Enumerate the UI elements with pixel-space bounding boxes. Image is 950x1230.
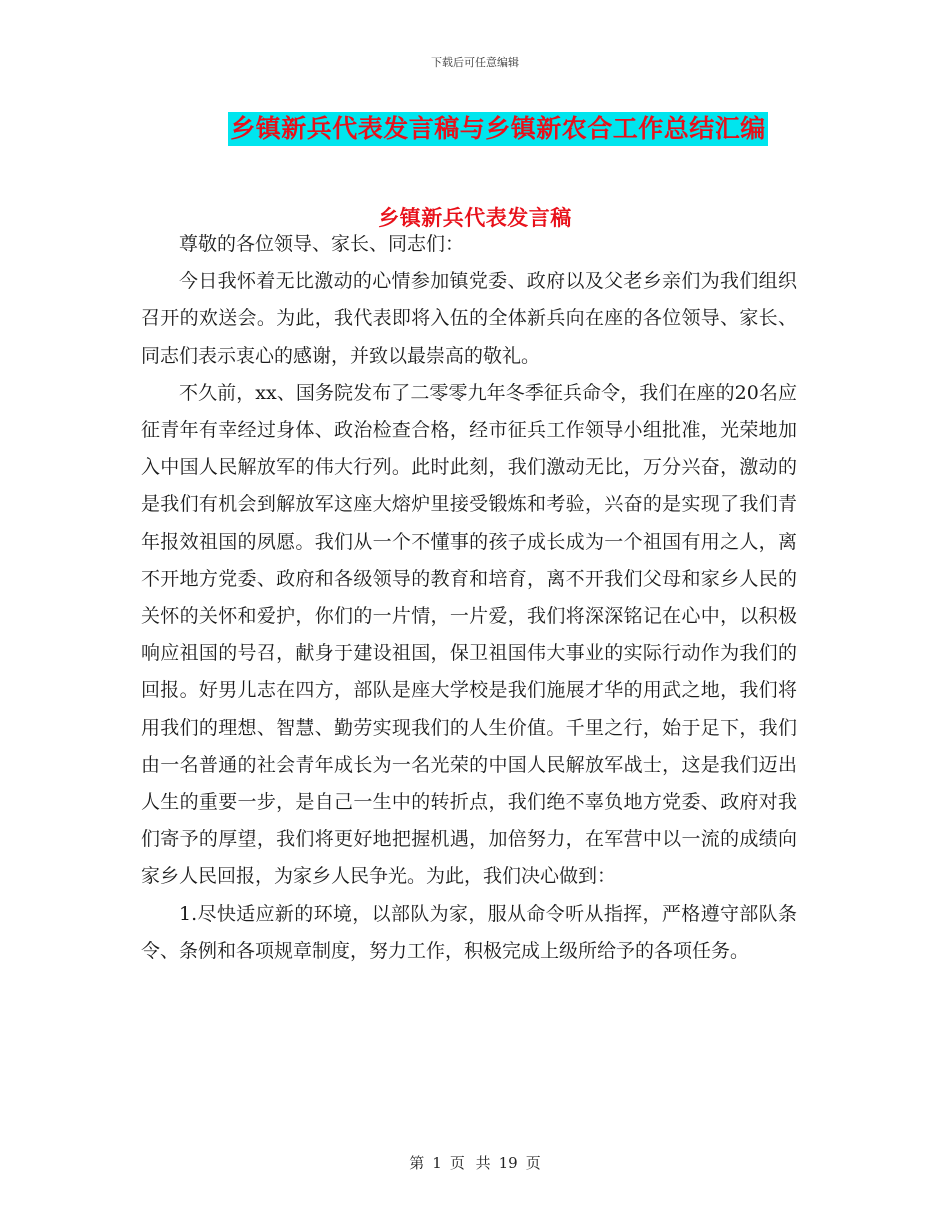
doc-title-container (0, 112, 950, 146)
footer-prefix: 第 (409, 1154, 425, 1172)
paragraph: 今日我怀着无比激动的心情参加镇党委、政府以及父老乡亲们为我们组织召开的欢送会。为此，我代表即将入伍的全体新兵向在座的各位领导、家长、同志们表示衷心的感谢，并致以最崇高的敬礼。 (141, 270, 797, 367)
footer-middle: 页 共 (449, 1154, 491, 1172)
page-footer (0, 1152, 950, 1173)
paragraph: 不久前，xx、国务院发布了二零零九年冬季征兵命令，我们在座的20名应征青年有幸经过身体、政治检查合格，经市征兵工作领导小组批准，光荣地加入中国人民解放军的伟大行列。此时此刻，我们激动无比，万分兴奋，激动的是我们有机会到解放军这座大熔炉里接受锻炼和考验，兴奋的是实现了我们青年报效祖国的夙愿。我们从一个不懂事的孩子成长成为一个祖国有用之人，离不开地方党委、政府和各级领导的教育和培育，离不开我们父母和家乡人民的关怀的关怀和爱护，你们的一片情，一片爱，我们将深深铭记在心中，以积极响应祖国的号召，献身于建设祖国，保卫祖国伟大事业的实际行动作为我们的回报。好男儿志在四方，部队是座大学校是我们施展才华的用武之地，我们将用我们的理想、智慧、勤劳实现我们的人生价值。千里之行，始于足下，我们由一名普通的社会青年成长为一名光荣的中国人民解放军战士，这是我们迈出人生的重要一步，是自己一生中的转折点，我们绝不辜负地方党委、政府对我们寄予的厚望，我们将更好地把握机遇，加倍努力，在军营中以一流的成绩向家乡人民回报，为家乡人民争光。为此，我们决心做到： (141, 381, 797, 888)
header-note: 下载后可任意编辑 (431, 56, 519, 69)
paragraph: 1.尽快适应新的环境，以部队为家，服从命令听从指挥，严格遵守部队条令、条例和各项规章制度，努力工作，积极完成上级所给予的各项任务。 (141, 902, 797, 962)
doc-title: 乡镇新兵代表发言稿与乡镇新农合工作总结汇编 (228, 112, 768, 146)
body-text (141, 226, 797, 970)
footer-suffix: 页 (525, 1154, 541, 1172)
footer-total-pages: 19 (498, 1154, 518, 1172)
section-title: 乡镇新兵代表发言稿 (378, 206, 572, 230)
paragraph-salutation: 尊敬的各位领导、家长、同志们： (179, 233, 465, 255)
footer-page-number: 1 (432, 1154, 442, 1172)
